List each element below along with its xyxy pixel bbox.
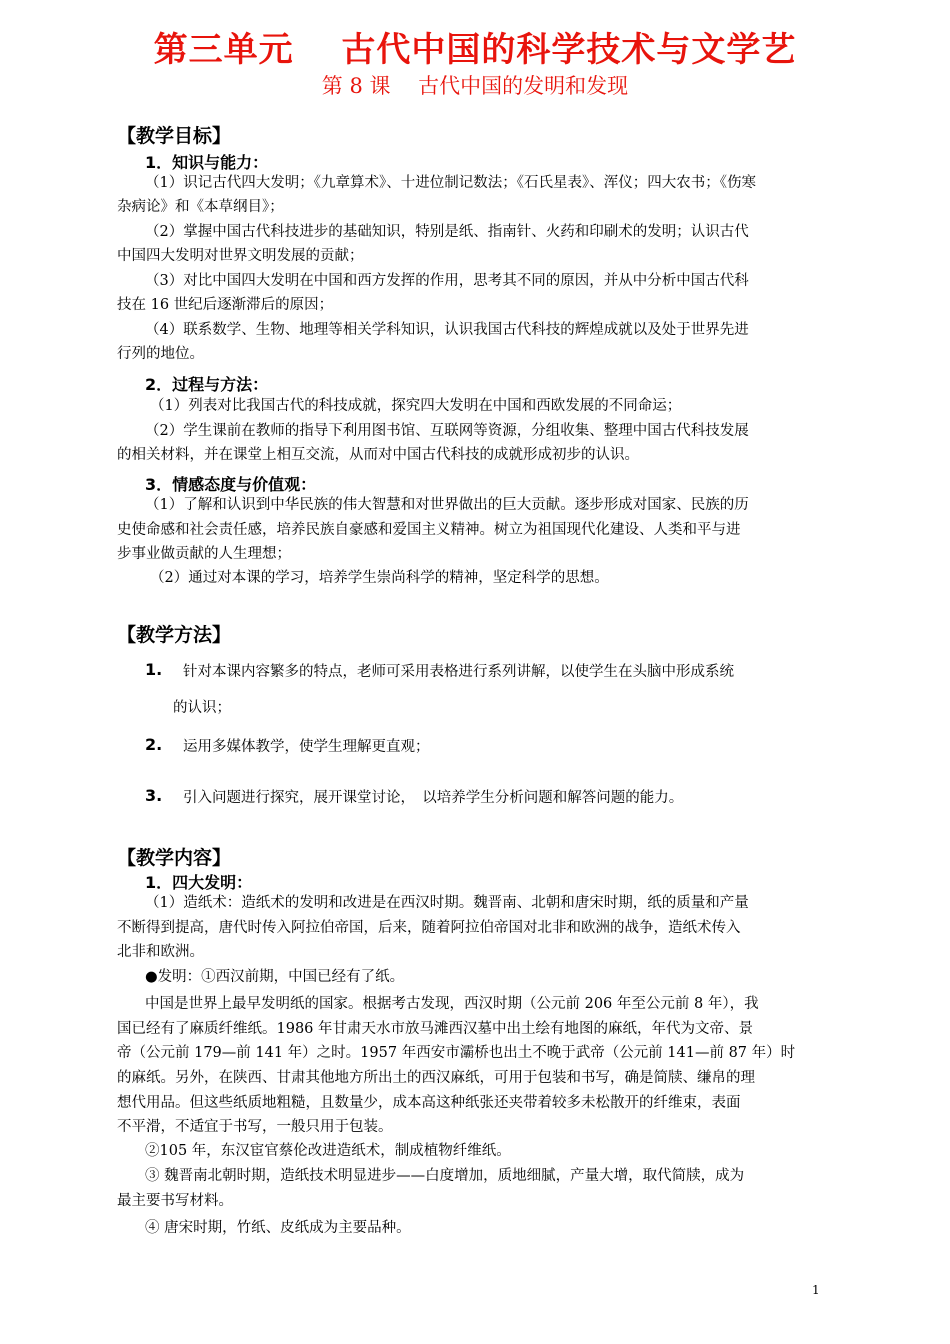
objectives-line: 杂病论》和《本草纲目》； <box>117 199 284 215</box>
content-line: 最主要书写材料。 <box>117 1193 233 1209</box>
content-line: 想代用品。但这些纸质地粗糙，且数量少，成本高这种纸张还夹带着较多未松散开的纤维束，表面 <box>117 1095 741 1111</box>
methods-item-number: 1. <box>145 660 163 679</box>
content-line: 的麻纸。另外，在陕西、甘肃其他地方所出土的西汉麻纸，可用于包装和书写，确是简牍、缣帛的理 <box>117 1070 755 1086</box>
objectives-line: 的相关材料，并在课堂上相互交流，从而对中国古代科技的成就形成初步的认识。 <box>117 447 639 463</box>
content-line: 国已经有了麻质纤维纸。1986 年甘肃天水市放马滩西汉墓中出土绘有地图的麻纸，年代为文帝、景 <box>117 1021 754 1037</box>
objectives-heading: 【教学目标】 <box>117 125 232 147</box>
methods-heading: 【教学方法】 <box>117 624 232 646</box>
methods-item-number: 3. <box>145 786 163 805</box>
objectives-line: 中国四大发明对世界文明发展的贡献； <box>117 248 364 264</box>
methods-item-text: 引入问题进行探究，展开课堂讨论， 以培养学生分析问题和解答问题的能力。 <box>183 790 684 806</box>
content-inventions-heading: 1．四大发明： <box>145 873 253 892</box>
content-line: （1）造纸术：造纸术的发明和改进是在西汉时期。魏晋南、北朝和唐宋时期，纸的质量和产量 <box>145 895 749 911</box>
objectives-line: （1）识记古代四大发明；《九章算术》、十进位制记数法；《石氏星表》、浑仪；四大农书；《伤寒 <box>145 175 756 191</box>
objectives-line: （4）联系数学、生物、地理等相关学科知识，认识我国古代科技的辉煌成就以及处于世界先进 <box>145 322 749 338</box>
lesson-title: 第 8 课 古代中国的发明和发现 <box>321 74 629 98</box>
content-line: 不平滑，不适宜于书写，一般只用于包装。 <box>117 1119 393 1135</box>
objectives-line: （2）通过对本课的学习，培养学生崇尚科学的精神，坚定科学的思想。 <box>150 570 609 586</box>
objectives-line: （2）学生课前在教师的指导下利用图书馆、互联网等资源，分组收集、整理中国古代科技发展 <box>145 423 749 439</box>
content-line: ②105 年，东汉宦官蔡伦改进造纸术，制成植物纤维纸。 <box>145 1143 511 1159</box>
content-line: 不断得到提高，唐代时传入阿拉伯帝国，后来，随着阿拉伯帝国对北非和欧洲的战争，造纸术传入 <box>117 920 741 936</box>
objectives-line: 行列的地位。 <box>117 346 204 362</box>
content-line: 帝（公元前 179—前 141 年）之时。1957 年西安市灞桥也出土不晚于武帝（公元前 141—前 87 年）时 <box>117 1045 796 1061</box>
content-line: ③ 魏晋南北朝时期，造纸技术明显进步——白度增加，质地细腻，产量大增，取代简牍，成为 <box>145 1168 745 1184</box>
objectives-line: 技在 16 世纪后逐渐滞后的原因； <box>117 297 334 313</box>
content-line: ●发明：①西汉前期，中国已经有了纸。 <box>145 969 405 985</box>
content-line: 北非和欧洲。 <box>117 944 204 960</box>
unit-title: 第三单元 古代中国的科学技术与文学艺 <box>153 30 797 70</box>
content-line: ④ 唐宋时期，竹纸、皮纸成为主要品种。 <box>145 1220 411 1236</box>
objectives-line: （1）了解和认识到中华民族的伟大智慧和对世界做出的巨大贡献。逐步形成对国家、民族的历 <box>145 497 749 513</box>
page-number: 1 <box>812 1283 820 1297</box>
objectives-line: （2）掌握中国古代科技进步的基础知识，特别是纸、指南针、火药和印刷术的发明；认识古代 <box>145 224 749 240</box>
methods-item-text: 运用多媒体教学，使学生理解更直观； <box>183 739 430 755</box>
objectives-line: （1）列表对比我国古代的科技成就，探究四大发明在中国和西欧发展的不同命运； <box>150 398 682 414</box>
methods-item-text: 针对本课内容繁多的特点，老师可采用表格进行系列讲解，以使学生在头脑中形成系统 <box>183 664 734 680</box>
content-heading: 【教学内容】 <box>117 847 232 869</box>
objectives-process-heading: 2．过程与方法： <box>145 375 269 394</box>
methods-item-text: 的认识； <box>173 700 231 716</box>
objectives-line: 史使命感和社会责任感，培养民族自豪感和爱国主义精神。树立为祖国现代化建设、人类和平与进 <box>117 522 741 538</box>
objectives-values-heading: 3．情感态度与价值观： <box>145 475 317 494</box>
methods-item-number: 2. <box>145 735 163 754</box>
content-line: 中国是世界上最早发明纸的国家。根据考古发现，西汉时期（公元前 206 年至公元前 8 年），我 <box>145 996 759 1012</box>
objectives-line: 步事业做贡献的人生理想； <box>117 546 291 562</box>
objectives-knowledge-heading: 1．知识与能力： <box>145 153 269 172</box>
objectives-line: （3）对比中国四大发明在中国和西方发挥的作用，思考其不同的原因，并从中分析中国古代科 <box>145 273 749 289</box>
